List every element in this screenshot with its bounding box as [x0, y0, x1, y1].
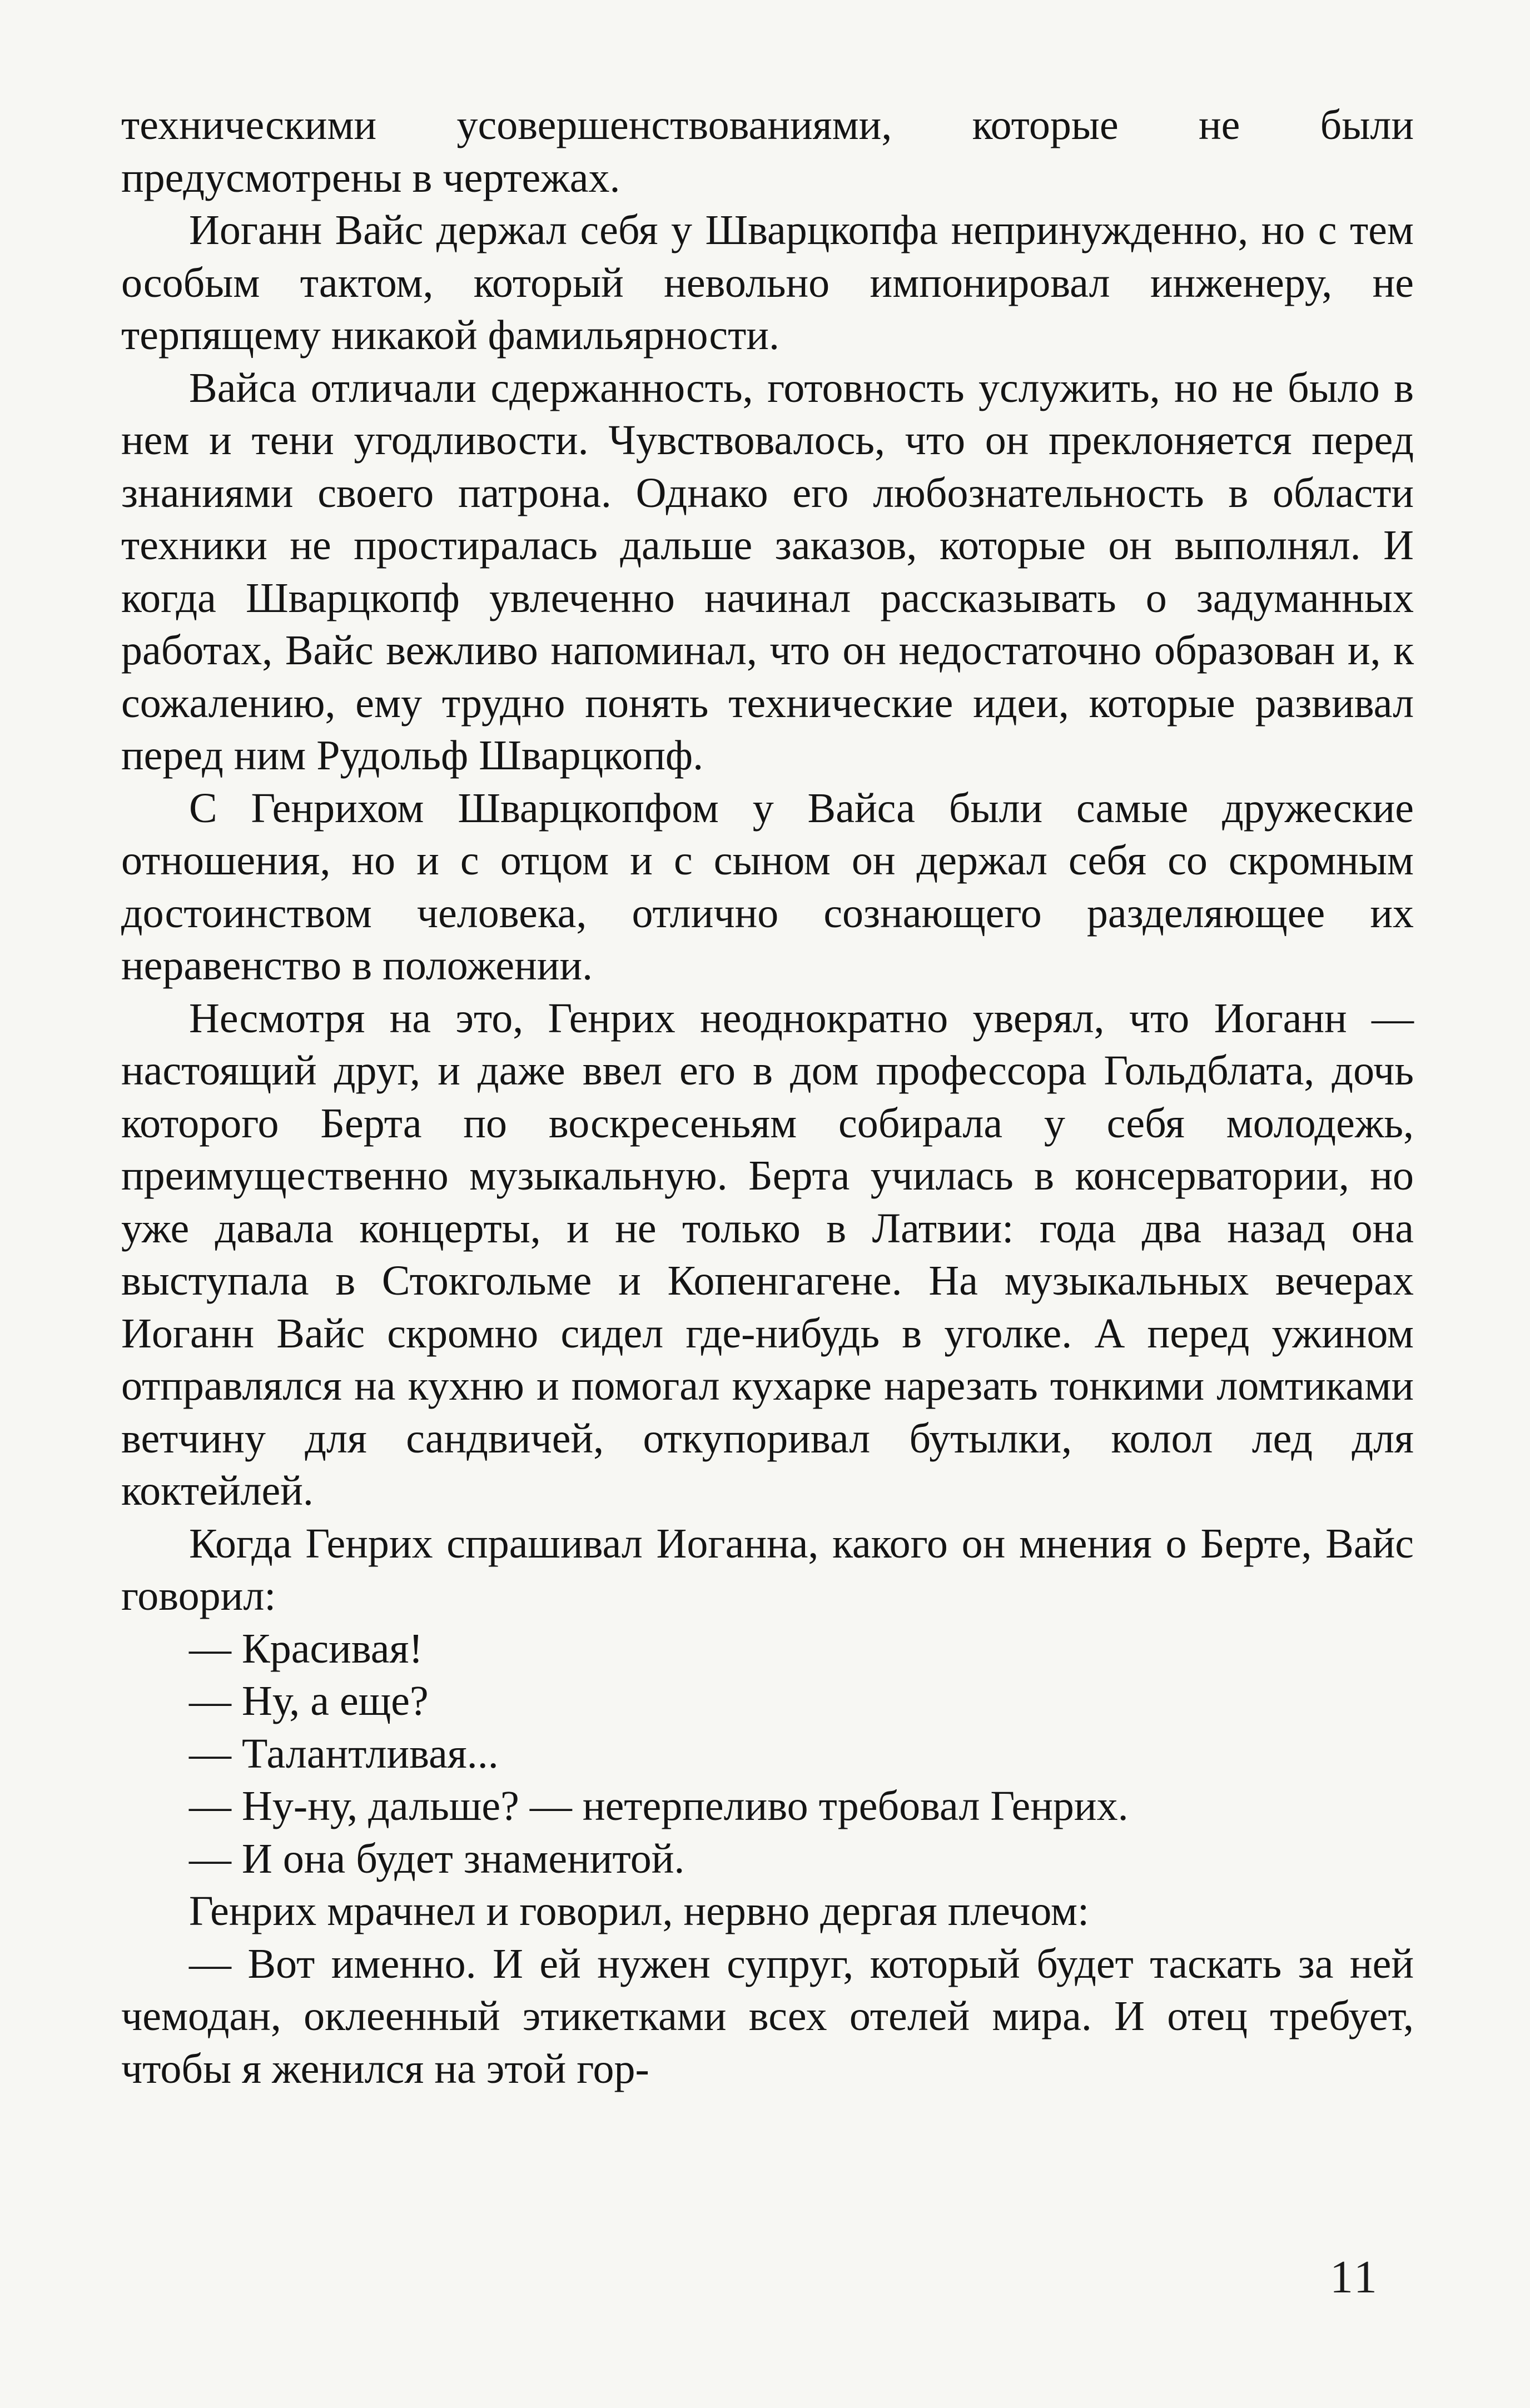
- dialogue-line: — Красивая!: [189, 1625, 423, 1672]
- paragraph-henrich-asks: Когда Генрих спрашивал Иоганна, какого он мнения о Берте, Вайс говорил:: [121, 1520, 1414, 1619]
- dialogue-line: — Талантливая...: [189, 1730, 499, 1777]
- paragraph-henrich-speech: — Вот именно. И ей нужен супруг, который будет таскать за ней чемодан, оклеенный этикетками всех отелей мира. И отец требует, чтобы я женился на этой гор-: [121, 1940, 1414, 2092]
- paragraph-continuation: техническими усовершенствованиями, которые не были предусмотрены в чертежах.: [121, 102, 1414, 201]
- paragraph-henrich-gloomy: Генрих мрачнел и говорил, нервно дергая плечом:: [189, 1888, 1090, 1934]
- body-text: [121, 99, 1414, 2095]
- paragraph-henrich-relations: С Генрихом Шварцкопфом у Вайса были самые дружеские отношения, но и с отцом и с сыном он держал себя со скромным достоинством человека, отлично сознающего разделяющее их неравенство в положении.: [121, 784, 1414, 989]
- dialogue-line: — И она будет знаменитой.: [189, 1835, 685, 1882]
- dialogue-line: — Ну, а еще?: [189, 1678, 429, 1724]
- paragraph-berta-evenings: Несмотря на это, Генрих неоднократно уверял, что Иоганн — настоящий друг, и даже ввел его в дом профессора Гольдблата, дочь которого Берта по воскресеньям собирала у себя молодежь, преимущественно музыкальную. Берта училась в консерватории, но уже давала концерты, и не только в Латвии: года два назад она выступала в Стокгольме и Копенгагене. На музыкальных вечерах Иоганн Вайс скромно сидел где-нибудь в уголке. А перед ужином отправлялся на кухню и помогал кухарке нарезать тонкими ломтиками ветчину для сандвичей, откупоривал бутылки, колол лед для коктейлей.: [121, 994, 1414, 1514]
- page-number: 11: [1330, 2251, 1379, 2303]
- paragraph-weiss-character: Вайса отличали сдержанность, готовность услужить, но не было в нем и тени угодливости. Чувствовалось, что он преклоняется перед знаниями своего патрона. Однако его любознательность в области техники не простиралась дальше заказов, которые он выполнял. И когда Шварцкопф увлеченно начинал рассказывать о задуманных работах, Вайс вежливо напоминал, что он недостаточно образован и, к сожалению, ему трудно понять технические идеи, которые развивал перед ним Рудольф Шварцкопф.: [121, 364, 1414, 779]
- paragraph-weiss-behavior: Иоганн Вайс держал себя у Шварцкопфа непринужденно, но с тем особым тактом, который невольно импонировал инженеру, не терпящему никакой фамильярности.: [121, 207, 1414, 359]
- page-content: [121, 99, 1414, 2300]
- dialogue-line: — Ну-ну, дальше? — нетерпеливо требовал Генрих.: [189, 1783, 1129, 1829]
